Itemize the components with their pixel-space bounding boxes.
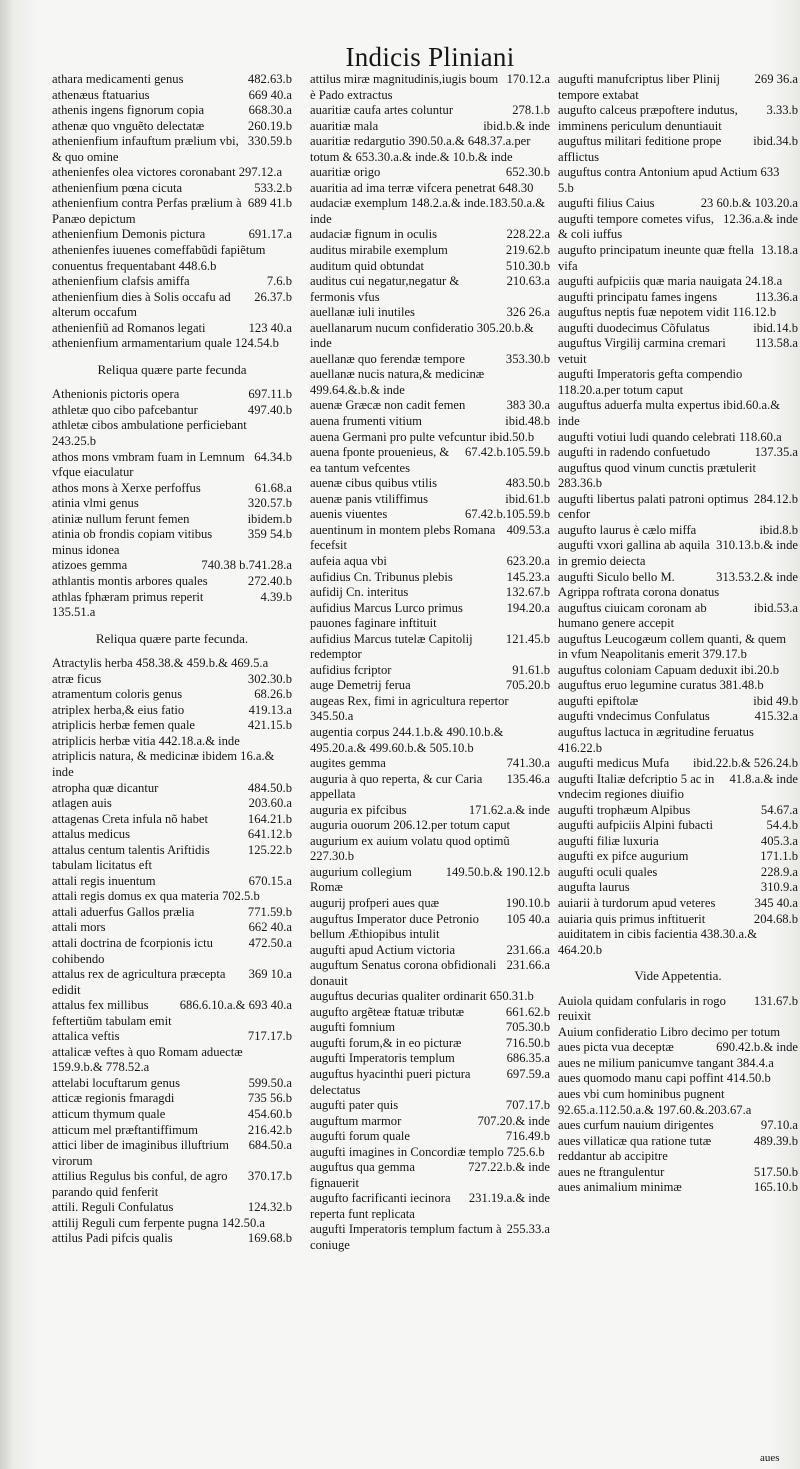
list-item: 697.59.a auguftus hyacinthi pueri pictura delectatus [310,1067,550,1097]
list-item: ibid.61.b auenæ panis vtiliffimus [310,491,550,506]
list-item: auaritiæ redargutio 390.50.a.& 648.37.a.per totum & 653.30.a.& inde.& 10.b.& inde [310,134,531,164]
list-item: 23 60.b.& 103.20.a augufti filius Caius [558,196,798,211]
list-item: ibid 49.b augufti epiftolæ [558,693,798,708]
list-item: 170.12.a attilus miræ magnitudinis,iugis boum è Pado extractus [310,72,550,102]
list-item: 454.60.b atticum thymum quale [52,1107,292,1121]
list-item: attali regis domus ex qua materia 702.5.b [52,889,260,904]
list-item: 54.67.a augufti trophæum Alpibus [558,802,798,817]
block-atractylis [52,656,292,1247]
list-item: 353.30.b auellanæ quo ferendæ tempore [310,351,550,366]
list-item: 284.12.b augufti libertus palati patroni optimus cenfor [558,491,798,522]
list-item: 326 26.a auellanæ iuli inutiles [310,305,550,320]
list-item: attilij Reguli cum ferpente pugna 142.50.a [52,1215,265,1230]
list-item: 670.15.a attali regis inuentum [52,873,292,888]
list-item: 124.32.b attili. Reguli Confulatus [52,1200,292,1215]
list-item: 684.50.a attici liber de imaginibus illuftrium virorum [52,1138,292,1168]
list-item: 707.17.b augufti pater quis [310,1098,550,1113]
list-item: Auium confideratio Libro decimo per totum [558,1024,781,1039]
list-item: 272.40.b athlantis montis arbores quales [52,573,292,588]
list-item: 472.50.a attali doctrina de fcorpionis ictu cohibendo [52,935,292,966]
list-item: 705.30.b augufti fomnium [310,1020,550,1035]
column-right [558,72,798,1196]
list-item: 310.9.a augufta laurus [558,880,798,895]
list-item: atriplicis natura, & medicinæ ibidem 16.a.& inde [52,749,275,779]
list-item: auguftus Leucogæum collem quanti, & quem in vfum Neapolitanis emerit 379.17.b [558,631,787,662]
list-item: 415.32.a augufti vndecimus Confulatus [558,709,798,724]
list-item: athenienfes iuuenes comeffabũdi fapiẽtum conuentus frequentabant 448.6.b [52,243,266,273]
list-item: 623.20.a aufeia aqua vbi [310,553,550,568]
list-item: auguria ouorum 206.12.per totum caput [310,818,511,833]
list-item: 13.18.a augufto principatum ineunte quæ ftella vifa [558,243,798,273]
list-item: 741.30.a augites gemma [310,756,550,771]
list-item: 113.36.a augufti principatu fames ingens [558,289,798,304]
list-item: 716.49.b augufti forum quale [310,1129,550,1144]
list-item: auena Germani pro pulte vefcuntur ibid.50.b [310,429,535,444]
list-item: augufti imagines in Concordiæ templo 725.6.b [310,1144,545,1159]
list-item: 278.1.b auaritiæ caufa artes coluntur [310,103,550,118]
list-item: 735 56.b atticæ regionis fmaragdi [52,1091,292,1106]
list-item: augufti votiui ludi quando celebrati 118.60.a [558,429,782,444]
list-item: 171.62.a.& inde auguria ex pifcibus [310,802,550,817]
list-item: 359 54.b atinia ob frondis copiam vitibus minus idonea [52,527,292,557]
list-item: 260.19.b athenæ quo vnguẽto delectatæ [52,118,292,133]
list-item: augufti aufpiciis quæ maria nauigata 24.18.a [558,274,783,289]
list-item: 370.17.b attilius Regulus bis conful, de agro parando quid fenferit [52,1169,292,1199]
list-item: auguftus decurias qualiter ordinarit 650.31.b [310,989,534,1004]
list-item: 405.3.a augufti filiæ luxuria [558,833,798,848]
list-item: 216.42.b atticum mel præftantiffimum [52,1122,292,1137]
list-item: auellanæ nucis natura,& medicinæ 499.64.&.b.& inde [310,367,485,397]
list-item: 483.50.b auenæ cibus quibus vtilis [310,476,550,491]
list-item: 330.59.b athenienfium infauftum prælium vbi, & quo omine [52,134,292,164]
list-item: auguftus neptis fuæ nepotem vidit 116.12.b [558,305,777,320]
list-item: athenienfes olea victores coronabant 297.12.a [52,165,283,180]
list-item: 510.30.b auditum quid obtundat [310,258,550,273]
list-item: 7.6.b athenienfium clafsis amiffa [52,274,292,289]
list-item: atriplicis herbæ vitia 442.18.a.& inde [52,733,240,748]
column-middle [310,72,550,1254]
list-item: 231.66.a auguftum Senatus corona obfidionali donauit [310,958,550,988]
list-item: athenienfium armamentarium quale 124.54.b [52,336,279,351]
list-item: ibid.34.b auguftus militari feditione prope afflictus [558,134,798,164]
list-item: aues vbi cum hominibus pugnent 92.65.a.112.50.a.& 197.60.&.203.67.a [558,1087,752,1117]
list-item: 320.57.b atinia vlmi genus [52,496,292,511]
list-item: 228.22.a audaciæ fignum in oculis [310,227,550,242]
list-item: ibidem.b atiniæ nullum ferunt femen [52,511,292,526]
list-item: 228.9.a augufti oculi quales [558,864,798,879]
list-item: auaritia ad ima terræ vifcera penetrat 648.30 [310,180,534,195]
list-item: 210.63.a auditus cui negatur,negatur & fermonis vfus [310,274,550,304]
list-item: augeas Rex, fimi in agricultura repertor 345.50.a [310,693,509,724]
list-item: 533.2.b athenienfium pœna cicuta [52,180,292,195]
block-athletae [52,387,292,620]
list-item: 105 40.a auguftus Imperator duce Petronio bellum Æthiopibus intulit [310,911,550,942]
list-item: 131.67.b Auiola quidam confularis in rogo reuixit [558,993,798,1024]
list-item: 662 40.a attali mors [52,920,292,935]
list-item: 12.36.a.& inde augufti tempore cometes vifus, & coli iuffus [558,211,798,242]
list-item: 97.10.a aues curfum nauium dirigentes [558,1118,798,1133]
list-item: 203.60.a atlagen auis [52,796,292,811]
list-item: 135.46.a auguria à quo reperta, & cur Caria appellata [310,771,550,802]
list-item: 169.68.b attilus Padi pifcis qualis [52,1231,292,1246]
list-item: 204.68.b auiaria quis primus inftituerit [558,911,798,926]
list-item: 61.68.a athos mons à Xerxe perfoffus [52,480,292,495]
list-item: Atractylis herba 458.38.& 459.b.& 469.5.a [52,656,269,671]
list-item: 302.30.b atræ ficus [52,671,292,686]
list-item: auguftus contra Antonium apud Actium 633 5.b [558,165,780,195]
list-item: 3.33.b augufto calceus præpoftere indutus, imminens periculum denuntiauit [558,103,798,133]
list-item: 4.39.b athlas fphæram primus reperit [52,589,292,604]
list-item: 661.62.b augufto argẽteæ ftatuæ tributæ [310,1004,550,1019]
list-item: 690.42.b.& inde aues picta vua deceptæ [558,1040,798,1055]
list-item: 231.66.a augufti apud Actium victoria [310,942,550,957]
list-item: 125.22.b attalus centum talentis Ariftidis tabulam licitatus eft [52,842,292,873]
list-item: 41.8.a.& inde augufti Italiæ defcriptio 5 ac in vndecim regiones diuifio [558,771,798,802]
list-item: 137.35.a augufti in radendo confuetudo [558,445,798,460]
list-item: 64.34.b athos mons vmbram fuam in Lemnum vfque eiaculatur [52,449,292,480]
list-item: 489.39.b aues villaticæ qua ratione tutæ reddantur ab accipitre [558,1133,798,1164]
list-item: ibid.53.a auguftus ciuicam coronam ab humano genere accepit [558,600,798,631]
list-item: 149.50.b.& 190.12.b augurium collegium Romæ [310,864,550,895]
list-item: 171.1.b augufti ex pifce augurium [558,849,798,864]
list-item: auguftus aduerfa multa expertus ibid.60.a.& inde [558,398,781,429]
list-item: 517.50.b aues ne ftrangulentur [558,1164,798,1179]
list-item: 123 40.a athenienfiũ ad Romanos legati [52,320,292,335]
list-item: 599.50.a attelabi locuftarum genus [52,1075,292,1090]
list-item: 310.13.b.& inde augufti vxori gallina ab aquila in gremio deiecta [558,538,798,568]
list-item: 345 40.a auiarii à turdorum apud veteres [558,895,798,910]
list-item: 652.30.b auaritiæ origo [310,165,550,180]
list-item: 145.23.a aufidius Cn. Tribunus plebis [310,569,550,584]
section-note: Reliqua quære parte fecunda [97,361,247,377]
list-item: 67.42.b.105.59.b auenis viuentes [310,507,550,522]
running-header: Indicis Pliniani [345,42,515,72]
list-item: 691.17.a athenienfium Demonis pictura [52,227,292,242]
list-item: auguftus eruo legumine curatus 381.48.b [558,678,764,693]
list-item: 91.61.b aufidius fcriptor [310,662,550,677]
list-item: auguftus lactuca in ægritudine feruatus 416.22.b [558,724,754,755]
list-item: attalicæ veftes à quo Romam aduectæ 159.9.b.& 778.52.a [52,1044,243,1075]
list-item: 409.53.a auentinum in montem plebs Romana fecefsit [310,522,550,553]
list-item: 26.37.b athenienfium dies à Solis occafu ad alterum occafum [52,289,292,320]
list-item: 132.67.b aufidij Cn. interitus [310,585,550,600]
list-item: ibid.8.b augufto laurus è cælo miffa [558,522,798,537]
list-item: athletæ cibos ambulatione perficiebant 243.25.b [52,418,247,449]
list-item: ibid.48.b auena frumenti vitium [310,414,550,429]
list-item: 135.51.a [52,605,96,620]
list-item: 484.50.b atropha quæ dicantur [52,780,292,795]
list-item: 67.42.b.105.59.b auena fponte prouenieus, & ea tantum vefcentes [310,445,550,475]
list-item: 164.21.b attagenas Creta infula nõ habet [52,811,292,826]
list-item: 497.40.b athletæ quo cibo pafcebantur [52,402,292,417]
section-note: Vide Appetentia. [634,968,722,984]
list-item: 231.19.a.& inde augufto facrificanti iecinora reperta funt replicata [310,1191,550,1221]
list-item: 716.50.b augufti forum,& in eo picturæ [310,1035,550,1050]
list-item: 165.10.b aues animalium minimæ [558,1180,798,1195]
list-item: 641.12.b attalus medicus [52,827,292,842]
list-item: 717.17.b attalica veftis [52,1029,292,1044]
section-note: Reliqua quære parte fecunda. [95,630,249,646]
list-item: auellanarum nucum confideratio 305.20.b.& inde [310,320,534,351]
list-item: 219.62.b auditus mirabile exemplum [310,243,550,258]
list-item: 369 10.a attalus rex de agricultura præcepta edidit [52,967,292,997]
column-left [52,72,292,1247]
list-item: 190.10.b augurij profperi aues quæ [310,895,550,910]
list-item: 689 41.b athenienfium contra Perfas prælium à Panæo depictum [52,196,292,226]
list-item: 669 40.a athenæus ftatuarius [52,87,292,102]
list-item: 419.13.a atriplex herba,& eius fatio [52,702,292,717]
list-item: auguftus quod vinum cunctis prætulerit 283.36.b [558,460,756,491]
list-item: auguftus coloniam Capuam deduxit ibi.20.b [558,662,780,677]
list-item: 668.30.a athenis ingens fignorum copia [52,103,292,118]
list-item: 121.45.b aufidius Marcus tutelæ Capitolij redemptor [310,631,550,662]
list-item: 68.26.b atramentum coloris genus [52,687,292,702]
list-item: 269 36.a augufti manufcriptus liber Plinij tempore extabat [558,72,798,102]
list-item: 54.4.b augufti aufpiciis Alpini fubacti [558,818,798,833]
list-item: 255.33.a augufti Imperatoris templum factum à coniuge [310,1222,550,1253]
list-item: 705.20.b auge Demetrij ferua [310,678,550,693]
list-item: 740.38 b.741.28.a atizoes gemma [52,558,292,573]
list-item: augurium ex auium volatu quod optimũ 227.30.b [310,833,510,864]
list-item: 482.63.b athara medicamenti genus [52,72,292,86]
list-item: augufti Imperatoris gefta compendio 118.20.a.per totum caput [558,367,743,397]
list-item: 383 30.a auenæ Græcæ non cadit femen [310,398,550,413]
list-item: ibid.14.b augufti duodecimus Cõfulatus [558,320,798,335]
list-item: 313.53.2.& inde augufti Siculo bello M. Agrippa roftrata corona donatus [558,569,798,600]
list-item: 727.22.b.& inde auguftus qua gemma fignauerit [310,1160,550,1190]
list-item: 707.20.& inde auguftum marmor [310,1113,550,1128]
list-item: 697.11.b Athenionis pictoris opera [52,387,292,402]
block-athenae [52,72,292,352]
catchword: aues [760,1452,780,1464]
list-item: 194.20.a aufidius Marcus Lurco primus pauones faginare inftituit [310,600,550,631]
list-item: 771.59.b attali aduerfus Gallos prælia [52,904,292,919]
list-item: 421.15.b atriplicis herbæ femen quale [52,718,292,733]
list-item: 686.35.a augufti Imperatoris templum [310,1051,550,1066]
list-item: 686.6.10.a.& 693 40.a attalus fex millibus feftertiũm tabulam emit [52,998,292,1028]
list-item: ibid.b.& inde auaritiæ mala [310,118,550,133]
list-item: aues quomodo manu capi poffint 414.50.b [558,1071,771,1086]
list-item: auiditatem in cibis facientia 438.30.a.& 464.20.b [558,927,757,957]
list-item: 113.58.a auguftus Virgilij carmina cremari vetuit [558,336,798,366]
list-item: ibid.22.b.& 526.24.b augufti medicus Mufa [558,756,798,771]
list-item: audaciæ exemplum 148.2.a.& inde.183.50.a.& inde [310,196,546,226]
list-item: aues ne milium panicumve tangant 384.4.a [558,1055,774,1070]
list-item: augentia corpus 244.1.b.& 490.10.b.& 495.20.a.& 499.60.b.& 505.10.b [310,724,504,755]
